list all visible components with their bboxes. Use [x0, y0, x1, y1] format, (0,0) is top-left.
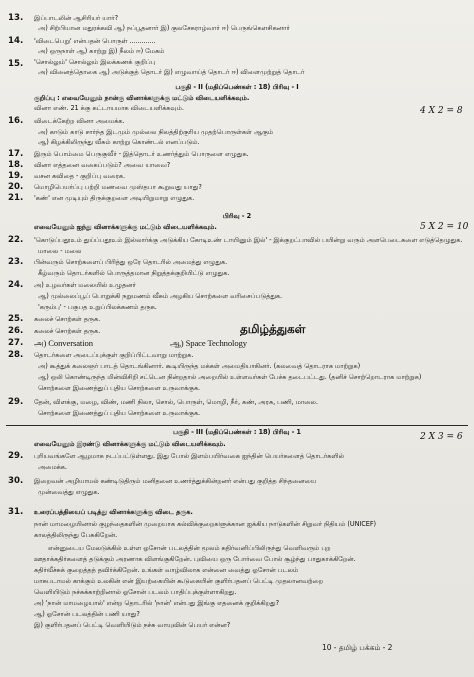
- question-text: அ) காடும் காடு சார்ந்த இடமும் முல்லை நிலத்திற்குரிய முதற்பொருள்கள் ஆகும்: [38, 128, 274, 136]
- question-number: 21.: [8, 193, 24, 203]
- question-text: தொடர்களை அடைப்புக்குள் குறிப்பிட்டவாறு மாற்றுக.: [34, 351, 194, 359]
- question-text: ஆ) ஒலி கொண்டிருந்த மின்விசிறி சட்டென நின்றதால் அறையில் உள்ளவர்கள் பேச்சு தடைபட்டது. (தனிச் சொற்றொடராக மாற்றுக): [38, 373, 422, 381]
- passage-line: காலத்திலிருந்து பேசுகிறேன்.: [34, 531, 118, 539]
- question-text: முன்வைத்து எழுதுக.: [38, 488, 100, 496]
- marks-annotation: 2 X 3 = 6: [420, 432, 463, 442]
- section-heading: பகுதி - III (மதிப்பெண்கள் : 18) பிரிவு - 1: [173, 428, 301, 436]
- section-heading: பிரிவு - 2: [222, 212, 252, 220]
- question-text: 'கொடுப்பதூஉம் துய்ப்பதூஉம் இல்லார்க்கு அடுக்கிய கோடிஉண் டாயினும் இல்' - இக்குறட்பாவில் பயின்று வரும் அளபெடைகளை எடுத்தெழுதுக.: [34, 236, 463, 244]
- passage-line: ஊதாக்கதிர்களைத் தடுக்கும் அரணாக விளங்குகிறேன். புவியை ஒரு போர்வை போல் சூழ்ந்து பாதுகாக்கிறேன்.: [34, 555, 356, 563]
- question-number: 16.: [8, 116, 24, 126]
- marks-annotation: 4 X 2 = 8: [420, 106, 463, 116]
- question-text: 'சொல்லும்' சொல்லும் இலக்கணக் குறிப்பு: [34, 58, 156, 66]
- question-text: கீழ்வரும் தொடர்களில் பொருத்தமான நிறுத்தக்குறியிட்டு எழுதுக.: [38, 269, 230, 277]
- question-text: மாலை - மலை: [38, 247, 82, 255]
- question-text: மொழிபெயர்ப்பு பற்றி மணவை முஸ்தபா கூறுவது யாது?: [34, 183, 202, 191]
- section-divider: [6, 425, 468, 426]
- question-number: 18.: [8, 160, 24, 170]
- question-text: 'கண்' என முடியும் திருக்குறளை அடியிறுமாறு எழுதுக.: [34, 194, 195, 202]
- question-number: 20.: [8, 182, 24, 192]
- watermark-text: தமிழ்த்துகள்: [240, 322, 306, 336]
- question-text: கலைச் சொற்கள் தருக.: [34, 327, 101, 335]
- question-number: 19.: [8, 171, 24, 181]
- section-heading: பகுதி - II (மதிப்பெண்கள் : 18) பிரிவு - I: [175, 83, 299, 91]
- section-instruction: வினா எண். 21 க்கு கட்டாயமாக விடையளிக்கவும்.: [34, 104, 184, 112]
- passage-line: நான் மாமழையினால் குழந்தைகளின் முறையாக கல்விக்குறைகளுக்கான ஐக்கிய நாடுகளின் சிறுவர் நிதியம் (UNICEF): [34, 520, 377, 528]
- question-text: சொற்களை இணைத்துப் புதிய சொற்களை உருவாக்குக.: [38, 409, 201, 417]
- question-number: 13.: [8, 13, 24, 23]
- question-number: 29.: [8, 397, 24, 407]
- question-text: 'விடைபெறு' என்பதன் பொருள் .............: [34, 37, 156, 45]
- passage-line: மாசுபடாமல் காக்கும் உலகின் என் இயற்கையின் கூடுகையின் குளிர்பதனப் பெட்டி முதலானவற்றை: [34, 577, 324, 585]
- question-text: விடைக்கேற்ற வினா அமைக்க.: [34, 117, 125, 125]
- question-number: 25.: [8, 314, 24, 324]
- question-number: 30.: [8, 476, 24, 486]
- question-text: சொற்களை இணைத்துப் புதிய சொற்களை உருவாக்குக.: [38, 384, 201, 392]
- section-instruction: எவையேனும் ஐந்து வினாக்களுக்கு மட்டும் விடையளிக்கவும்.: [34, 223, 217, 231]
- question-number: 28.: [8, 350, 24, 360]
- section-instruction: குறிப்பு : எவையேனும் நான்கு வினாக்களுக்கு மட்டும் விடையளிக்கவும்.: [34, 94, 250, 102]
- question-number: 23.: [8, 257, 24, 267]
- question-number: 17.: [8, 149, 24, 159]
- options-line: அ) ஒருநாள் ஆ) காற்று இ) நீலம் ஈ) மேகம்: [38, 47, 165, 55]
- question-number: 26.: [8, 326, 24, 336]
- options-line: அ) சிற்பியான மதுரக்கவி ஆ) நப்பூதனார் இ) குலசேகராழ்வார் ஈ) பெருங்கௌசிகனார்: [38, 24, 290, 32]
- question-text: இறைவன் அழியாமல் கண்டிடுதிரும் மனிதனை உணர்த்துக்கின்றனர் என்பது குறித்த சிந்தனையை: [34, 477, 317, 485]
- question-text: அ) உழவர்கள் மலையில் உழுதனர்: [34, 281, 136, 289]
- passage-line: கதிர்வீச்சுக் குறைத்தத் தவிர்க்கிறேன். உங்கள் வாழ்விலாக என்னை வைத்து ஓசோன் படலம்: [34, 566, 299, 574]
- question-number: 15.: [8, 59, 24, 69]
- question-number: 22.: [8, 235, 24, 245]
- question-number: 27.: [8, 338, 24, 348]
- question-text: உரைப்பத்தியைப் படித்து வினாக்களுக்கு விடை தருக.: [34, 508, 193, 516]
- option-a: அ) Conversation: [34, 338, 93, 348]
- question-text: ஆ) கிழக்கிலிருந்து வீசும் காற்று கொண்டல் எனப்படும்.: [38, 138, 200, 146]
- question-text: அமைக்க.: [38, 463, 67, 471]
- page-footer: 10 - தமிழ் பக்கம் - 2: [322, 643, 393, 652]
- question-text: ஆ) முல்லைப்பூப் பொறுக்கி நறுமணம் வீசும் அழகிய சொற்களை வரிசைப்படுத்துக.: [38, 292, 283, 300]
- question-text: அ) கூத்துக் கலைஞர் பாடத் தொடங்கினார். கூடியிருந்த மக்கள் அமைதியாகினர். (கலவைத் தொடராக மாற்றுக): [38, 362, 361, 370]
- option-b: ஆ) Space Technology: [170, 338, 247, 348]
- marks-annotation: 5 X 2 = 10: [420, 222, 469, 232]
- passage-line: வெளியிடும் நச்சுக்காற்றினால் ஓசோன் படலம் பாதிப்புக்குள்ளாகிறது.: [34, 588, 237, 596]
- question-text: இப்பாடலின் ஆசிரியர் யார்?: [34, 14, 119, 22]
- options-line: அ) வினைத்தொகை ஆ) அடுக்குத் தொடர் இ) எழுவாய்த் தொடர் ஈ) விளைமுற்றுத் தொடர்: [38, 68, 305, 76]
- question-text: புரியவங்களே ஆழமாக நடப்பட்டுள்ளது. இது போல் இளம்பயிர்வகை ஐந்தின் பெயர்களைத் தொடர்களில்: [34, 452, 344, 460]
- question-text: இரும் பொம்மை பெருகுவீர் - இத்தொடர் உணர்த்தும் பொருளை எழுதுக.: [34, 150, 249, 158]
- passage-line: என்னுடைய மேலடுக்கில் உள்ள ஓசோன் படலத்தின் மூலம் கதிர்வனிப்பிலிருந்து வெளிவரும் புற: [48, 544, 331, 552]
- question-text: பின்வரும் சொற்களைப் பிரித்து ஒரே தொடரில் அமைத்து எழுதுக.: [34, 258, 228, 266]
- question-text: தேன், விளக்கு, மழை, விண், மணி நிலா, சொல், பொருள், மொழி, நீர், கண், அரசு, பணி, மாலை.: [34, 398, 318, 406]
- sub-question: அ) 'நான் மாமழையால்' என்ற தொடரில் 'நான்' என்பது இங்கு எதனைக் குறிக்கிறது?: [34, 599, 280, 607]
- question-number: 29.: [8, 451, 24, 461]
- question-number: 14.: [8, 36, 24, 46]
- question-text: வினா எத்தனை வகைப்படும்? அவை யாவை?: [34, 161, 171, 169]
- sub-question: இ) குளிர்பதனப் பெட்டி வெளியிடும் நச்சு வாயுவின் பெயர் என்ன?: [34, 621, 231, 629]
- question-text: 'கரும்பு' - பகுபத உறுப்பிலக்கணம் தருக.: [38, 303, 157, 311]
- section-instruction: எவையேனும் இரண்டு வினாக்களுக்கு மட்டும் விடையளிக்கவும்.: [34, 440, 226, 448]
- question-text: கலைச் சொற்கள் தருக.: [34, 315, 101, 323]
- sub-question: ஆ) ஓசோன் படலத்தின் பணி யாது?: [34, 610, 140, 618]
- question-text: வசன கவிதை - குறிப்பு வரைக.: [34, 172, 126, 180]
- question-number: 24.: [8, 280, 24, 290]
- question-number: 31.: [8, 507, 24, 517]
